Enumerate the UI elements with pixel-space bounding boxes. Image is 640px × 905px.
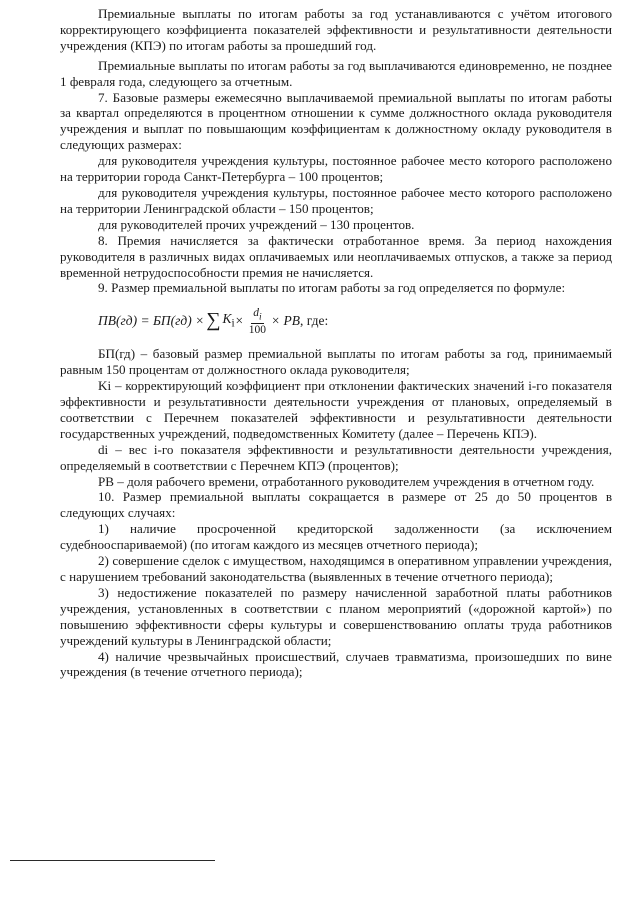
list-item-3: 3) недостижение показателей по размеру начисленной заработной платы работников учреждения, установленных в соответствии с планом мероприятий («дорожной картой») по повышению эффективности сферы культуры и совершенствованию оплаты труда работников учреждений культуры в Ленинградской области; <box>60 584 612 648</box>
paragraph-annual-bonus-kpe: Премиальные выплаты по итогам работы за год устанавливаются с учётом итогового корректирующего коэффициента показателей эффективности и результативности деятельности учреждения (КПЭ) по итогам работы за прошедший год. <box>60 6 612 53</box>
formula-ki: $K_i$ <box>222 310 235 330</box>
paragraph-bp-definition: БП(гд) – базовый размер премиальной выплаты по итогам работы за год, принимаемый равным 150 процентам от должностного оклада руководителя; <box>60 346 612 378</box>
list-item-4: 4) наличие чрезвычайных происшествий, случаев травматизма, произошедших по вине учреждения (в течение отчетного периода); <box>60 648 612 680</box>
paragraph-annual-bonus-deadline: Премиальные выплаты по итогам работы за год выплачиваются единовременно, не позднее 1 февраля года, следующего за отчетным. <box>60 57 612 89</box>
formula-lhs: ПВ(гд) = БП(гд) × <box>98 313 205 329</box>
list-item-2: 2) совершение сделок с имуществом, находящимся в оперативном управлении учреждения, с нарушением требований законодательства (выявленных в течение отчетного периода); <box>60 553 612 584</box>
paragraph-other-rate: для руководителей прочих учреждений – 130 процентов. <box>98 216 415 232</box>
paragraph-item-8: 8. Премия начисляется за фактически отработанное время. За период нахождения руководителя в различных видах оплачиваемых или неоплачиваемых отпусков, а также за период временной нетрудоспособности премия не начисляется. <box>60 232 612 280</box>
formula-tail: × РВ <box>271 313 301 329</box>
document-page <box>60 6 612 680</box>
paragraph-di-definition: di – вес i-го показателя эффективности и результативности деятельности учреждения, определяемый в соответствии с Перечнем КПЭ (процентов); <box>60 441 612 473</box>
paragraph-spb-rate: для руководителя учреждения культуры, постоянное рабочее место которого расположено на территории города Санкт-Петербурга – 100 процентов; <box>60 153 612 185</box>
footnote-divider <box>10 860 215 861</box>
formula-fraction: $\frac{d_i}{100}$ <box>248 306 267 336</box>
paragraph-item-9: 9. Размер премиальной выплаты по итогам работы за год определяется по формуле: <box>98 280 566 296</box>
paragraph-item-7: 7. Базовые размеры ежемесячно выплачиваемой премиальной выплаты по итогам работы за квартал определяются в процентном отношении к сумме должностного оклада руководителя учреждения и выплат по повышающим коэффициентам к должностному окладу руководителя в следующих размерах: <box>60 89 612 153</box>
paragraph-pv-definition: РВ – доля рабочего времени, отработанного руководителем учреждения в отчетном году. <box>98 473 595 489</box>
paragraph-item-10: 10. Размер премиальной выплаты сокращается в размере от 25 до 50 процентов в следующих случаях: <box>60 489 612 521</box>
list-item-1: 1) наличие просроченной кредиторской задолженности (за исключением судебнооспариваемой) (по итогам каждого из месяцев отчетного периода); <box>60 521 612 553</box>
formula-times: × <box>234 313 244 329</box>
formula-suffix: , где: <box>300 313 329 329</box>
bonus-formula <box>98 300 612 342</box>
paragraph-ki-definition: Ki – корректирующий коэффициент при отклонении фактических значений i-го показателя эффективности и результативности деятельности учреждения от плановых, определяемый в соответствии с Перечнем показателей эффективности и результативности деятельности государственных учреждений, подведомственных Комитету (далее – Перечень КПЭ). <box>60 378 612 441</box>
paragraph-lenobl-rate: для руководителя учреждения культуры, постоянное рабочее место которого расположено на территории Ленинградской области – 150 процентов; <box>60 184 612 216</box>
formula-sigma: ∑ <box>206 309 221 332</box>
